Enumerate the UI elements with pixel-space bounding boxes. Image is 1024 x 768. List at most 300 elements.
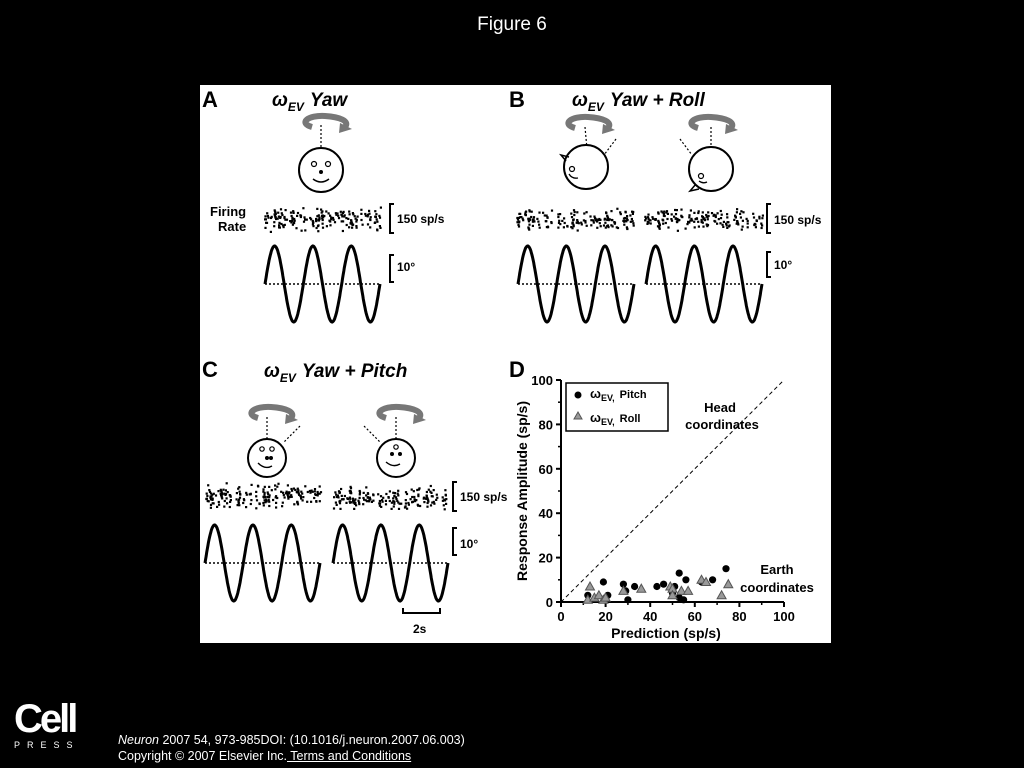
raster-dot [225,489,227,491]
raster-dot [314,490,316,492]
raster-dot [411,496,413,498]
raster-dot [399,503,401,505]
raster-dot [547,217,549,219]
raster-dot [303,216,305,218]
raster-dot [589,215,591,217]
raster-dot [342,498,344,500]
raster-dot [522,219,524,221]
raster-dot [210,507,212,509]
raster-dot [525,211,527,213]
raster-dot [276,486,278,488]
raster-dot [333,507,335,509]
raster-dot [444,489,446,491]
raster-dot [444,508,446,510]
raster-dot [598,218,600,220]
raster-dot [644,219,646,221]
raster-dot [726,213,728,215]
raster-dot [756,220,758,222]
raster-dot [518,221,520,223]
raster-dot [226,482,228,484]
y-axis-label: Response Amplitude (sp/s) [514,401,530,581]
raster-dot [296,501,298,503]
raster-dot [262,488,264,490]
raster-dot [632,213,634,215]
raster-dot [632,222,634,224]
raster-dot [690,209,692,211]
raster-dot [607,226,609,228]
rate-scale-bracket [453,482,457,511]
logo-word: Cell [14,697,76,741]
panel-b [509,87,822,322]
raster-dot [236,498,238,500]
raster-dot [590,224,592,226]
raster-dot [430,504,432,506]
raster-dot [291,215,293,217]
raster-dot [707,218,709,220]
raster-dot [664,215,666,217]
raster-dot [350,492,352,494]
raster-dot [671,213,673,215]
head-pitch-up-icon [377,439,415,477]
raster-dot [408,504,410,506]
raster-dot [660,210,662,212]
x-tick-label: 80 [732,609,747,624]
raster-dot [270,231,272,233]
raster-dot [722,226,724,228]
raster-dot [427,502,429,504]
raster-dot [367,214,369,216]
raster-dot [246,494,248,496]
raster-dot [226,497,228,499]
panel-c-title: $\omega_{EV}$ Yaw + Pitch [264,361,408,385]
rate-scale-bracket [390,204,394,233]
raster-dot [302,499,304,501]
raster-dot [594,217,596,219]
x-tick-label: 100 [773,609,795,624]
rate-scale-label: 150 sp/s [774,213,822,227]
firing-rate-raster [644,208,764,232]
raster-dot [761,224,763,226]
raster-dot [345,217,347,219]
raster-dot [262,491,264,493]
raster-dot [713,214,715,216]
raster-dot [318,217,320,219]
raster-dot [320,491,322,493]
raster-dot [688,216,690,218]
citation-details: 2007 54, 973-985DOI: (10.1016/j.neuron.2007.06.003) [159,733,465,747]
raster-dot [264,227,266,229]
raster-dot [238,504,240,506]
angle-scale-bracket [390,255,394,282]
data-point-pitch [676,570,683,577]
raster-dot [727,221,729,223]
raster-dot [677,230,679,232]
raster-dot [405,499,407,501]
raster-dot [224,500,226,502]
cell-press-logo [14,697,84,750]
raster-dot [426,491,428,493]
tilt-axis-line [364,426,380,442]
raster-dot [581,223,583,225]
raster-dot [741,229,743,231]
raster-dot [343,211,345,213]
raster-dot [268,496,270,498]
raster-dot [213,502,215,504]
raster-dot [301,493,303,495]
raster-dot [275,496,277,498]
raster-dot [268,501,270,503]
raster-dot [279,227,281,229]
raster-dot [695,218,697,220]
raster-dot [726,216,728,218]
raster-dot [542,212,544,214]
raster-dot [374,216,376,218]
raster-dot [680,209,682,211]
raster-dot [659,228,661,230]
terms-link[interactable]: Terms and Conditions [287,749,412,763]
raster-dot [546,215,548,217]
raster-dot [379,500,381,502]
raster-dot [342,220,344,222]
raster-dot [223,506,225,508]
raster-dot [272,499,274,501]
raster-dot [413,496,415,498]
raster-dot [213,493,215,495]
firing-rate-raster [333,485,448,511]
raster-dot [280,223,282,225]
y-tick-label: 40 [538,506,553,522]
raster-dot [290,495,292,497]
raster-dot [337,496,339,498]
raster-dot [603,224,605,226]
raster-dot [625,211,627,213]
raster-dot [747,226,749,228]
raster-dot [229,495,231,497]
raster-dot [444,499,446,501]
raster-dot [707,211,709,213]
raster-dot [217,490,219,492]
raster-dot [293,222,295,224]
raster-dot [385,493,387,495]
stimulus-sine [265,246,380,322]
annotation-earth-coordinates: coordinates [740,580,814,595]
raster-dot [255,491,257,493]
raster-dot [288,491,290,493]
raster-dot [550,221,552,223]
raster-dot [623,217,625,219]
raster-dot [256,499,258,501]
raster-dot [380,207,382,209]
raster-dot [245,506,247,508]
raster-dot [341,495,343,497]
raster-dot [531,211,533,213]
panel-a-letter: A [202,87,218,112]
raster-dot [610,224,612,226]
raster-dot [393,505,395,507]
raster-dot [350,501,352,503]
data-point-pitch [660,581,667,588]
raster-dot [736,221,738,223]
raster-dot [570,213,572,215]
raster-dot [392,497,394,499]
stimulus-sine [646,246,762,322]
figure-title: Figure 6 [477,14,547,35]
raster-dot [334,221,336,223]
raster-dot [221,493,223,495]
raster-dot [315,501,317,503]
raster-dot [216,506,218,508]
raster-dot [279,217,281,219]
raster-dot [685,228,687,230]
raster-dot [681,216,683,218]
raster-dot [344,214,346,216]
rate-scale-label: 150 sp/s [397,212,445,226]
raster-dot [296,215,298,217]
raster-dot [576,211,578,213]
raster-dot [300,215,302,217]
raster-dot [310,218,312,220]
raster-dot [395,498,397,500]
data-point-pitch [631,583,638,590]
raster-dot [388,497,390,499]
raster-dot [632,220,634,222]
head-pitch-down-icon [248,439,286,477]
raster-dot [518,225,520,227]
raster-dot [238,486,240,488]
raster-dot [720,210,722,212]
raster-dot [355,220,357,222]
raster-dot [325,210,327,212]
firing-rate-raster [516,208,635,232]
raster-dot [736,211,738,213]
raster-dot [312,225,314,227]
x-tick-label: 0 [557,609,565,624]
legend-entry-roll: $\omega_{EV,}$ $^{Roll}$ [590,410,641,427]
copyright-text: Copyright © 2007 Elsevier Inc. [118,749,288,763]
raster-dot [736,208,738,210]
raster-dot [340,488,342,490]
raster-dot [414,500,416,502]
raster-dot [285,209,287,211]
raster-dot [362,503,364,505]
raster-dot [604,222,606,224]
raster-dot [314,488,316,490]
raster-dot [360,209,362,211]
copyright-line [118,748,465,764]
raster-dot [338,217,340,219]
raster-dot [714,221,716,223]
raster-dot [315,494,317,496]
raster-dot [322,223,324,225]
raster-dot [348,211,350,213]
raster-dot [733,219,735,221]
raster-dot [532,219,534,221]
raster-dot [433,503,435,505]
data-point-roll [717,591,726,599]
raster-dot [223,493,225,495]
raster-dot [755,226,757,228]
raster-dot [294,220,296,222]
raster-dot [317,493,319,495]
stimulus-sine [518,246,634,322]
raster-dot [762,215,764,217]
raster-dot [617,227,619,229]
raster-dot [746,218,748,220]
raster-dot [559,213,561,215]
raster-dot [369,219,371,221]
raster-dot [429,491,431,493]
raster-dot [625,220,627,222]
raster-dot [397,490,399,492]
raster-dot [758,217,760,219]
raster-dot [239,491,241,493]
raster-dot [278,224,280,226]
raster-dot [317,230,319,232]
raster-dot [620,213,622,215]
raster-dot [663,211,665,213]
yaw-rotation-arrow-icon [251,407,298,424]
raster-dot [406,508,408,510]
raster-dot [316,208,318,210]
raster-dot [300,497,302,499]
raster-dot [570,226,572,228]
raster-dot [742,211,744,213]
raster-dot [226,502,228,504]
raster-dot [372,500,374,502]
data-point-pitch [624,596,631,603]
raster-dot [355,218,357,220]
raster-dot [753,224,755,226]
raster-dot [210,496,212,498]
raster-dot [255,495,257,497]
raster-dot [322,227,324,229]
raster-dot [518,213,520,215]
raster-dot [284,219,286,221]
time-scale-label: 2s [413,622,427,636]
y-tick-label: 100 [531,373,553,388]
raster-dot [688,214,690,216]
raster-dot [315,220,317,222]
raster-dot [354,215,356,217]
raster-dot [221,497,223,499]
raster-dot [559,223,561,225]
raster-dot [329,224,331,226]
raster-dot [330,218,332,220]
raster-dot [529,219,531,221]
raster-dot [255,507,257,509]
x-tick-label: 40 [642,609,658,624]
stimulus-sine [205,525,320,601]
raster-dot [739,213,741,215]
raster-dot [701,215,703,217]
firing-rate-label-2: Rate [218,219,247,234]
angle-scale-label: 10° [774,258,793,272]
raster-dot [369,497,371,499]
raster-dot [266,222,268,224]
y-tick-label: 80 [538,417,553,433]
raster-dot [374,221,376,223]
raster-dot [357,216,359,218]
raster-dot [605,212,607,214]
rate-scale-label: 150 sp/s [460,490,508,504]
raster-dot [596,227,598,229]
raster-dot [752,213,754,215]
raster-dot [688,221,690,223]
raster-dot [310,501,312,503]
raster-dot [737,223,739,225]
legend-marker-circle [575,392,582,399]
raster-dot [608,219,610,221]
raster-dot [747,220,749,222]
raster-dot [354,498,356,500]
citation [118,732,465,764]
raster-dot [285,492,287,494]
raster-dot [431,495,433,497]
raster-dot [698,226,700,228]
raster-dot [340,211,342,213]
data-point-roll [586,582,595,590]
raster-dot [716,223,718,225]
raster-dot [547,226,549,228]
raster-dot [693,221,695,223]
raster-dot [702,226,704,228]
raster-dot [273,225,275,227]
raster-dot [697,221,699,223]
raster-dot [662,223,664,225]
raster-dot [734,215,736,217]
figure-panel [200,85,831,643]
raster-dot [658,213,660,215]
raster-dot [355,504,357,506]
raster-dot [649,219,651,221]
raster-dot [694,226,696,228]
raster-dot [282,502,284,504]
raster-dot [397,494,399,496]
raster-dot [319,485,321,487]
raster-dot [349,213,351,215]
raster-dot [218,504,220,506]
raster-dot [298,494,300,496]
raster-dot [411,489,413,491]
raster-dot [406,493,408,495]
panel-d-letter: D [509,357,525,382]
raster-dot [586,211,588,213]
raster-dot [389,500,391,502]
raster-dot [551,210,553,212]
raster-dot [539,227,541,229]
raster-dot [212,498,214,500]
raster-dot [271,489,273,491]
raster-dot [629,214,631,216]
raster-dot [536,218,538,220]
raster-dot [590,219,592,221]
raster-dot [205,498,207,500]
raster-dot [236,492,238,494]
raster-dot [652,218,654,220]
data-point-roll [684,586,693,594]
raster-dot [557,216,559,218]
raster-dot [344,495,346,497]
angle-scale-label: 10° [460,537,479,551]
raster-dot [382,501,384,503]
raster-dot [761,227,763,229]
raster-dot [268,505,270,507]
raster-dot [594,219,596,221]
tilt-axis-line [680,139,692,155]
raster-dot [747,222,749,224]
raster-dot [717,212,719,214]
raster-dot [564,222,566,224]
